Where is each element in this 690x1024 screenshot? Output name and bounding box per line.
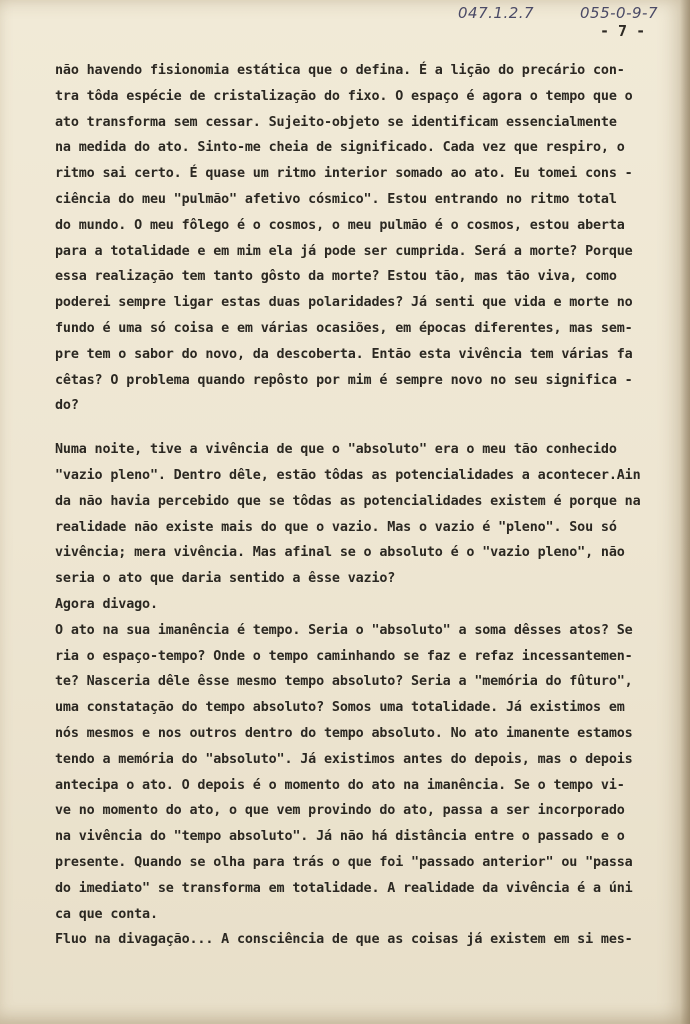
text-line: Agora divago.: [55, 596, 158, 612]
body-text: [55, 58, 669, 953]
text-line: Fluo na divagação... A consciência de que as coisas já existem em si mes-: [55, 932, 633, 948]
text-line: poderei sempre ligar estas duas polaridades? Já senti que vida e morte no: [55, 295, 633, 311]
text-line: Numa noite, tive a vivência de que o "absoluto" era o meu tão conhecido: [55, 442, 617, 458]
text-line: do?: [55, 398, 79, 414]
text-line: tra tôda espécie de cristalização do fixo. O espaço é agora o tempo que o: [55, 88, 633, 104]
text-line: do imediato" se transforma em totalidade. A realidade da vivência é a úni: [55, 880, 633, 896]
text-line: vivência; mera vivência. Mas afinal se o absoluto é o "vazio pleno", não: [55, 545, 625, 561]
text-line: para a totalidade e em mim ela já pode ser cumprida. Será a morte? Porque: [55, 243, 633, 259]
text-line: presente. Quando se olha para trás o que foi "passado anterior" ou "passa: [55, 854, 633, 870]
text-line: uma constatação do tempo absoluto? Somos uma totalidade. Já existimos em: [55, 700, 625, 716]
archive-reference-1: 047.1.2.7: [458, 4, 535, 22]
page-number: - 7 -: [600, 22, 646, 40]
text-line: O ato na sua imanência é tempo. Seria o "absoluto" a soma dêsses atos? Se: [55, 622, 633, 638]
text-line: ciência do meu "pulmão" afetivo cósmico". Estou entrando no ritmo total: [55, 191, 617, 207]
archive-reference-2: 055-0-9-7: [580, 4, 658, 22]
text-line: do mundo. O meu fôlego é o cosmos, o meu pulmão é o cosmos, estou aberta: [55, 217, 625, 233]
text-line: essa realização tem tanto gôsto da morte? Estou tão, mas tão viva, como: [55, 269, 617, 285]
text-line: ca que conta.: [55, 906, 158, 922]
text-line: realidade não existe mais do que o vazio. Mas o vazio é "pleno". Sou só: [55, 519, 617, 535]
text-line: nós mesmos e nos outros dentro do tempo absoluto. No ato imanente estamos: [55, 725, 633, 741]
text-line: pre tem o sabor do novo, da descoberta. Então esta vivência tem várias fa: [55, 346, 633, 362]
text-line: na medida do ato. Sinto-me cheia de significado. Cada vez que respiro, o: [55, 140, 625, 156]
text-line: ria o espaço-tempo? Onde o tempo caminhando se faz e refaz incessantemen-: [55, 648, 633, 664]
paragraph-gap: [55, 419, 669, 437]
text-line: seria o ato que daria sentido a êsse vazio?: [55, 571, 396, 587]
text-line: te? Nasceria dêle êsse mesmo tempo absoluto? Seria a "memória do fûturo",: [55, 674, 633, 690]
text-line: "vazio pleno". Dentro dêle, estão tôdas as potencialidades a acontecer.Ain: [55, 467, 641, 483]
text-line: ritmo sai certo. É quase um ritmo interior somado ao ato. Eu tomei cons -: [55, 166, 633, 182]
text-line: na vivência do "tempo absoluto". Já não há distância entre o passado e o: [55, 829, 625, 845]
text-line: cêtas? O problema quando repôsto por mim é sempre novo no seu significa -: [55, 372, 633, 388]
text-line: da não havia percebido que se tôdas as potencialidades existem é porque na: [55, 493, 641, 509]
text-line: antecipa o ato. O depois é o momento do ato na imanência. Se o tempo vi-: [55, 777, 625, 793]
text-line: ato transforma sem cessar. Sujeito-objeto se identificam essencialmente: [55, 114, 617, 130]
text-line: ve no momento do ato, o que vem provindo do ato, passa a ser incorporado: [55, 803, 625, 819]
text-line: fundo é uma só coisa e em várias ocasiões, em épocas diferentes, mas sem-: [55, 320, 633, 336]
text-line: não havendo fisionomia estática que o defina. É a lição do precário con-: [55, 63, 625, 78]
text-line: tendo a memória do "absoluto". Já existimos antes do depois, mas o depois: [55, 751, 633, 767]
